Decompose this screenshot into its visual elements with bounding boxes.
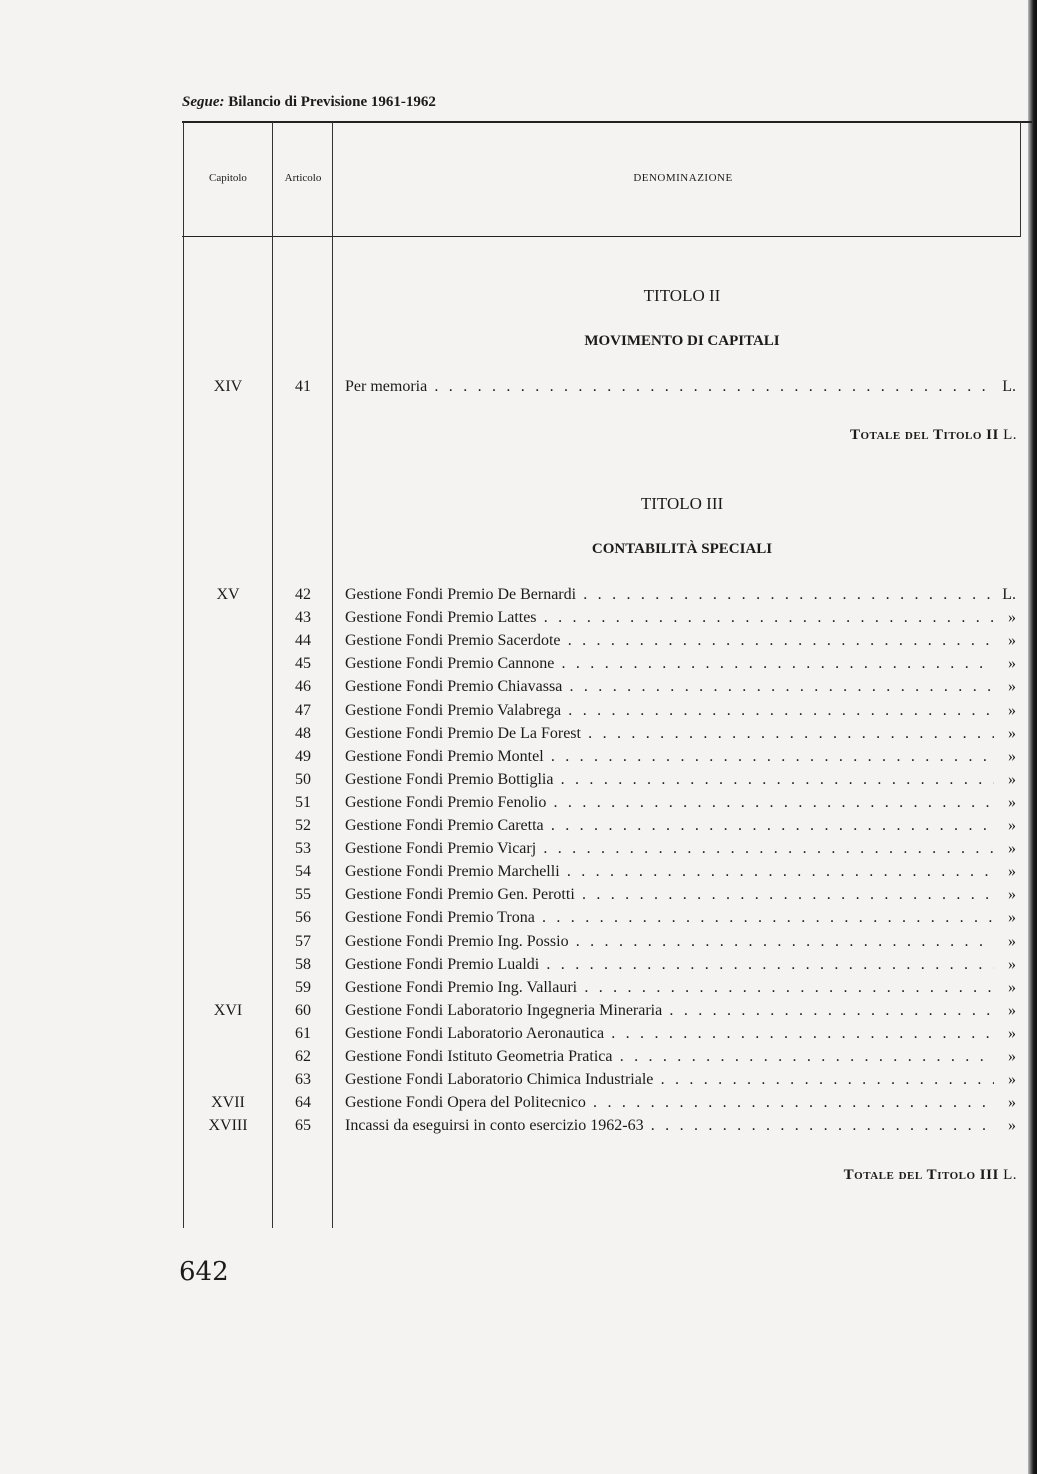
denominazione-text: Gestione Fondi Premio Ing. Vallauri . . . xyxy=(345,979,994,996)
running-head-prefix: Segue: xyxy=(182,94,225,110)
titolo-iii-total-unit: L. xyxy=(1003,1167,1017,1183)
denominazione-text: Gestione Fondi Premio Lualdi . . . xyxy=(345,956,994,973)
articolo-cell: 52 xyxy=(295,817,311,834)
col-articolo: Articolo xyxy=(284,172,322,184)
denominazione-text: Gestione Fondi Premio Sacerdote . . . xyxy=(345,632,994,649)
unit-cell: » xyxy=(1008,793,1016,811)
articolo-cell: 49 xyxy=(295,747,311,765)
denominazione-cell xyxy=(345,909,994,927)
unit-cell: » xyxy=(1008,817,1016,834)
table-row xyxy=(183,909,1018,932)
denominazione-cell xyxy=(345,655,994,673)
unit-cell: » xyxy=(1008,1024,1016,1042)
unit-cell: » xyxy=(1008,1071,1016,1089)
unit-cell: » xyxy=(1008,1001,1016,1019)
denominazione-cell xyxy=(345,586,994,604)
denominazione-text: Gestione Fondi Premio Valabrega . . . xyxy=(345,702,994,719)
denominazione-text: Incassi da eseguirsi in conto esercizio 1962-63 . . . xyxy=(345,1117,994,1134)
articolo-cell: 55 xyxy=(295,886,311,904)
unit-cell: » xyxy=(1008,701,1016,719)
capitolo-cell: XVII xyxy=(211,1094,245,1112)
denominazione-text: Gestione Fondi Laboratorio Chimica Industriale . . . xyxy=(345,1071,994,1088)
denominazione-text: Gestione Fondi Premio De Bernardi . . . xyxy=(345,586,994,603)
table-row xyxy=(183,678,1018,701)
denominazione-cell xyxy=(345,863,994,881)
unit-cell: » xyxy=(1008,747,1016,765)
titolo-iii-total xyxy=(844,1167,1017,1184)
articolo-cell: 41 xyxy=(295,378,311,395)
articolo-cell: 61 xyxy=(295,1024,311,1042)
unit-cell: » xyxy=(1008,1048,1016,1065)
articolo-cell: 47 xyxy=(295,701,311,719)
denominazione-cell xyxy=(345,378,994,396)
unit-cell: » xyxy=(1008,978,1016,996)
unit-cell: » xyxy=(1008,632,1016,650)
capitolo-cell: XVI xyxy=(213,1001,243,1019)
table-row xyxy=(183,586,1018,609)
denominazione-cell xyxy=(345,817,994,835)
table-row xyxy=(183,1117,1018,1140)
denominazione-text: Gestione Fondi Premio De La Forest . . . xyxy=(345,725,994,742)
unit-cell: » xyxy=(1008,863,1016,881)
denominazione-text: Per memoria . . . xyxy=(345,378,994,395)
titolo-ii-subheading: MOVIMENTO DI CAPITALI xyxy=(584,333,780,349)
articolo-cell: 51 xyxy=(295,793,311,811)
denominazione-cell xyxy=(345,678,994,696)
articolo-cell: 59 xyxy=(295,978,311,996)
denominazione-cell xyxy=(345,1071,994,1089)
unit-cell: » xyxy=(1008,1094,1016,1112)
unit-cell: L. xyxy=(1002,586,1016,603)
unit-cell: » xyxy=(1008,932,1016,950)
denominazione-cell xyxy=(345,1002,994,1020)
denominazione-text: Gestione Fondi Istituto Geometria Pratica . . . xyxy=(345,1048,994,1065)
running-head-title: Bilancio di Previsione 1961-1962 xyxy=(228,94,436,110)
articolo-cell: 58 xyxy=(295,955,311,973)
capitolo-cell: XIV xyxy=(213,378,243,395)
unit-cell: » xyxy=(1008,724,1016,742)
articolo-cell: 60 xyxy=(295,1001,311,1019)
table-row xyxy=(183,378,1018,401)
titolo-ii-total xyxy=(850,427,1017,444)
denominazione-cell xyxy=(345,886,994,904)
denominazione-text: Gestione Fondi Premio Bottiglia . . . xyxy=(345,771,994,788)
denominazione-text: Gestione Fondi Premio Chiavassa . . . xyxy=(345,678,994,695)
denominazione-text: Gestione Fondi Opera del Politecnico . . . xyxy=(345,1094,994,1111)
denominazione-cell xyxy=(345,840,994,858)
denominazione-text: Gestione Fondi Premio Caretta . . . xyxy=(345,817,994,834)
articolo-cell: 62 xyxy=(295,1048,311,1065)
articolo-cell: 43 xyxy=(295,609,311,627)
table-row xyxy=(183,748,1018,771)
unit-cell: L. xyxy=(1002,378,1016,395)
articolo-cell: 64 xyxy=(295,1094,311,1112)
denominazione-text: Gestione Fondi Premio Trona . . . xyxy=(345,909,994,926)
table-top-rule xyxy=(182,121,1032,123)
denominazione-text: Gestione Fondi Laboratorio Ingegneria Mineraria . . . xyxy=(345,1002,994,1019)
running-head xyxy=(182,94,436,111)
denominazione-cell xyxy=(345,1025,994,1043)
titolo-iii-total-label: Totale del Titolo III xyxy=(843,1167,999,1183)
denominazione-cell xyxy=(345,771,994,789)
denominazione-cell xyxy=(345,632,994,650)
unit-cell: » xyxy=(1008,886,1016,904)
denominazione-text: Gestione Fondi Premio Vicarj . . . xyxy=(345,840,994,857)
unit-cell: » xyxy=(1008,770,1016,788)
denominazione-text: Gestione Fondi Laboratorio Aeronautica . . . xyxy=(345,1025,994,1042)
titolo-ii-heading: TITOLO II xyxy=(643,286,721,305)
unit-cell: » xyxy=(1008,655,1016,673)
denominazione-cell xyxy=(345,979,994,997)
denominazione-cell xyxy=(345,794,994,812)
col-denominazione: DENOMINAZIONE xyxy=(633,172,733,184)
col-capitolo: Capitolo xyxy=(209,172,247,184)
capitolo-cell: XV xyxy=(216,586,240,603)
denominazione-text: Gestione Fondi Premio Fenolio . . . xyxy=(345,794,994,811)
denominazione-text: Gestione Fondi Premio Lattes . . . xyxy=(345,609,994,626)
table-row xyxy=(183,840,1018,863)
articolo-cell: 63 xyxy=(295,1071,311,1089)
table-row xyxy=(183,933,1018,956)
titolo-ii-total-label: Totale del Titolo II xyxy=(849,427,999,443)
articolo-cell: 42 xyxy=(295,586,311,603)
unit-cell: » xyxy=(1008,955,1016,973)
table-row xyxy=(183,655,1018,678)
table-row xyxy=(183,725,1018,748)
denominazione-text: Gestione Fondi Premio Ing. Possio . . . xyxy=(345,933,994,950)
articolo-cell: 50 xyxy=(295,770,311,788)
denominazione-cell xyxy=(345,748,994,766)
denominazione-cell xyxy=(345,702,994,720)
articolo-cell: 45 xyxy=(295,655,311,673)
titolo-ii-total-unit: L. xyxy=(1003,427,1017,443)
table-row xyxy=(183,979,1018,1002)
denominazione-cell xyxy=(345,1048,994,1066)
articolo-cell: 53 xyxy=(295,840,311,858)
articolo-cell: 57 xyxy=(295,932,311,950)
articolo-cell: 48 xyxy=(295,724,311,742)
articolo-cell: 54 xyxy=(295,863,311,881)
table-row xyxy=(183,956,1018,979)
denominazione-cell xyxy=(345,609,994,627)
articolo-cell: 65 xyxy=(295,1117,311,1135)
articolo-cell: 44 xyxy=(295,632,311,650)
denominazione-cell xyxy=(345,725,994,743)
table-row xyxy=(183,609,1018,632)
titolo-iii-subheading: CONTABILITÀ SPECIALI xyxy=(591,541,773,557)
denominazione-text: Gestione Fondi Premio Montel . . . xyxy=(345,748,994,765)
table-row xyxy=(183,886,1018,909)
table-row xyxy=(183,1094,1018,1117)
unit-cell: » xyxy=(1008,1117,1016,1135)
denominazione-cell xyxy=(345,1117,994,1135)
table-row xyxy=(183,1048,1018,1071)
denominazione-text: Gestione Fondi Premio Gen. Perotti . . . xyxy=(345,886,994,903)
table-row xyxy=(183,771,1018,794)
denominazione-text: Gestione Fondi Premio Marchelli . . . xyxy=(345,863,994,880)
table-row xyxy=(183,817,1018,840)
denominazione-text: Gestione Fondi Premio Cannone . . . xyxy=(345,655,994,672)
capitolo-cell: XVIII xyxy=(208,1117,248,1135)
unit-cell: » xyxy=(1008,678,1016,696)
header-bottom-rule xyxy=(182,236,1020,237)
table-row xyxy=(183,1071,1018,1094)
page-number: 642 xyxy=(179,1257,229,1287)
table-row xyxy=(183,794,1018,817)
articolo-cell: 56 xyxy=(295,909,311,927)
articolo-cell: 46 xyxy=(295,678,311,696)
page-edge xyxy=(1028,0,1037,1474)
unit-cell: » xyxy=(1008,609,1016,627)
table-row xyxy=(183,702,1018,725)
unit-cell: » xyxy=(1008,840,1016,858)
unit-cell: » xyxy=(1008,909,1016,927)
denominazione-cell xyxy=(345,956,994,974)
titolo-iii-heading: TITOLO III xyxy=(640,494,724,513)
table-row xyxy=(183,1002,1018,1025)
denominazione-cell xyxy=(345,933,994,951)
denominazione-cell xyxy=(345,1094,994,1112)
table-row xyxy=(183,632,1018,655)
table-row xyxy=(183,863,1018,886)
table-row xyxy=(183,1025,1018,1048)
